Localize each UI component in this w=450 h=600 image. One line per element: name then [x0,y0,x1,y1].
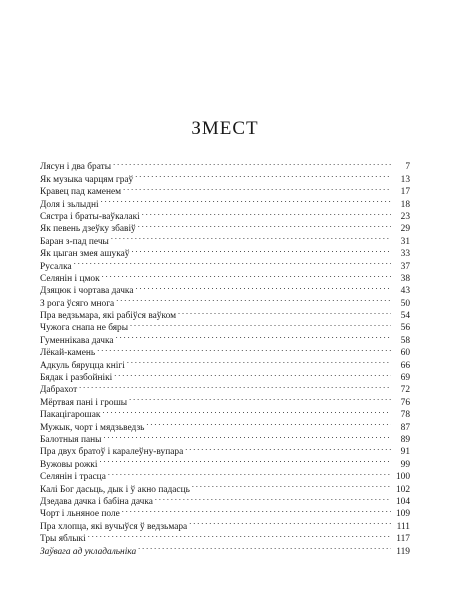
toc-entry-title: Бядак і разбойнікі [40,373,113,384]
toc-entry [40,269,410,284]
dot-leader [74,256,391,268]
toc-entry-title: Тры яблыкі [40,534,86,545]
dot-leader [122,504,391,516]
toc-entry-title: Вужовы рожкі [40,459,98,470]
toc-entry-title: Адкуль бяруцца кнігі [40,360,125,371]
toc-entry-page-number: 13 [400,174,410,185]
toc-entry-title: З рога ўсяго многа [40,298,115,309]
toc-entry-title: Пра хлопца, які вучыўся ў ведзьмара [40,521,188,532]
dot-leader [138,541,391,553]
dot-leader [185,442,391,454]
toc-entry-title: Пра двух братоў і каралеўну-вупара [40,447,184,458]
toc-entry [40,541,410,557]
toc-entry-title: Лясун і два браты [40,162,112,173]
toc-entry-title: Заўвага ад укладальніка [40,546,137,557]
toc-entry-page-number: 89 [400,434,410,445]
toc-entry-page-number: 78 [400,410,410,421]
dot-leader [79,380,391,392]
dot-leader [101,194,391,206]
toc-entry [40,529,410,545]
toc-entry-title: Як певень дзеўку збавіў [40,224,136,235]
page-title: ЗМЕСТ [191,118,259,139]
toc-entry-title: Баран з-пад печы [40,236,109,247]
toc-entry-title: Чорт і льняное поле [40,509,120,520]
dot-leader [102,269,391,281]
toc-entry-title: Селянін і трасца [40,472,106,483]
toc-entry [40,256,410,272]
dot-leader [97,343,391,355]
table-of-contents [40,157,410,557]
toc-entry-page-number: 102 [395,484,410,495]
toc-entry-page-number: 72 [400,385,410,396]
dot-leader [103,430,391,442]
dot-leader [146,417,391,429]
dot-leader [136,281,391,293]
dot-leader [114,368,391,380]
toc-entry-page-number: 33 [400,249,410,260]
toc-entry-title: Сястра і браты-ваўкалакі [40,211,140,222]
dot-leader [99,454,391,466]
toc-entry-page-number: 23 [400,211,410,222]
toc-entry-page-number: 7 [405,162,410,173]
toc-entry-title: Як цыган змея ашукаў [40,249,130,260]
toc-entry-title: Як музыка чарцям граў [40,174,134,185]
toc-entry-page-number: 29 [400,224,410,235]
toc-entry-title: Дабрахот [40,385,78,396]
toc-entry-title: Русалка [40,261,72,272]
toc-entry-page-number: 18 [400,199,410,210]
dot-leader [111,231,391,243]
toc-entry [40,380,410,396]
toc-entry-page-number: 54 [400,311,410,322]
dot-leader [102,405,391,417]
toc-entry-title: Чужога снапа не бяры [40,323,129,334]
toc-entry-page-number: 117 [396,534,410,545]
dot-leader [127,355,391,367]
toc-entry-page-number: 91 [400,447,410,458]
dot-leader [116,330,391,342]
toc-entry-page-number: 111 [396,521,410,532]
toc-entry-title: Доля і зьлыдні [40,199,99,210]
toc-entry-title: Пакацігарошак [40,410,101,421]
dot-leader [108,467,391,479]
toc-entry-page-number: 43 [400,286,410,297]
toc-entry-title: Гуменнікава дачка [40,335,114,346]
toc-entry-page-number: 100 [395,472,410,483]
toc-entry-title: Балотныя паны [40,434,102,445]
toc-entry-page-number: 58 [400,335,410,346]
toc-entry-title: Дзедава дачка і бабіна дачка [40,496,153,507]
toc-entry-page-number: 76 [400,397,410,408]
dot-leader [129,392,391,404]
dot-leader [130,318,391,330]
toc-entry-title: Лёкай-камень [40,348,96,359]
dot-leader [155,492,391,504]
dot-leader [131,244,391,256]
dot-leader [178,306,391,318]
toc-entry-title: Калі Бог дасьць, дык і ў акно падасць [40,484,190,495]
toc-entry-page-number: 69 [400,373,410,384]
toc-entry [40,157,410,173]
dot-leader [88,529,391,541]
dot-leader [138,219,391,231]
toc-entry-title: Селянін і цмок [40,273,100,284]
toc-entry-page-number: 38 [400,273,410,284]
dot-leader [135,169,391,181]
dot-leader [192,479,391,491]
toc-entry-page-number: 87 [400,422,410,433]
toc-entry-title: Пра ведзьмара, які рабіўся ваўком [40,311,177,322]
toc-entry-page-number: 17 [400,187,410,198]
toc-entry-page-number: 66 [400,360,410,371]
toc-entry-title: Мужык, чорт і мядзьведзь [40,422,145,433]
toc-entry-page-number: 37 [400,261,410,272]
dot-leader [142,207,391,219]
dot-leader [189,516,391,528]
toc-entry [40,392,410,408]
toc-entry-page-number: 31 [400,236,410,247]
toc-entry-page-number: 50 [400,298,410,309]
dot-leader [116,293,391,305]
toc-entry-title: Мёртвая пані і грошы [40,397,128,408]
toc-entry-title: Кравец пад каменем [40,187,122,198]
toc-entry-page-number: 109 [395,509,410,520]
toc-entry-title: Дзяцюк і чортава дачка [40,286,134,297]
toc-entry-page-number: 104 [395,496,410,507]
dot-leader [123,182,391,194]
dot-leader [113,157,391,169]
toc-entry-page-number: 56 [400,323,410,334]
toc-entry-page-number: 119 [396,546,410,557]
toc-entry-page-number: 99 [400,459,410,470]
toc-entry-page-number: 60 [400,348,410,359]
